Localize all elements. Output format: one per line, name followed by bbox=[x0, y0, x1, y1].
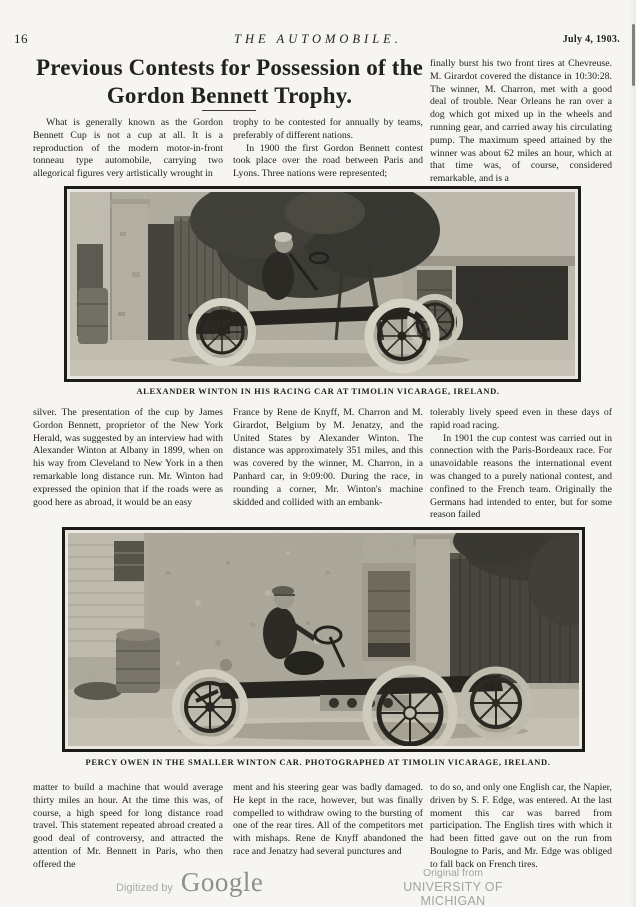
top-left-column bbox=[33, 117, 223, 181]
mid-left-column bbox=[33, 407, 223, 509]
paragraph: matter to build a machine that would average thirty miles an hour. At the time this was, of course, a high speed for long distance road travel. This statement repeated abroad created a good deal of controversy, and attracted the attention of Mr. Bennett in Paris, who then offered the bbox=[33, 782, 223, 870]
paragraph: ment and his steering gear was badly damaged. He kept in the race, however, but was finally compelled to withdraw owing to the bursting of one of the rear tires. All of the competitors met with mishaps. Rene de Knyff abandoned the race and Jenatzy had several punctures and bbox=[233, 782, 423, 857]
article-title bbox=[30, 54, 429, 110]
paragraph: What is generally known as the Gordon Bennett Cup is not a cup at all. It is a reproduction of the modern motor-in-front tonneau type automobile, carrying two allegorical figures very artistically wrought in bbox=[33, 117, 223, 180]
bottom-middle-column bbox=[233, 782, 423, 859]
institution-label: UNIVERSITY OF MICHIGAN bbox=[403, 880, 503, 907]
paragraph: finally burst his two front tires at Chevreuse. M. Girardot covered the distance in 10:30:28. The winner, M. Charron, met with a good deal of trouble. Near Orleans he ran over a dog which got mixed up in the wheels and running gear, and carried away his circulating pump. The maximum speed attained by the winner was about 62 miles an hour, which at that time was, of course, considered remarkable, and is a bbox=[430, 58, 612, 185]
title-divider bbox=[202, 110, 256, 111]
paragraph: to do so, and only one English car, the Napier, driven by S. F. Edge, was entered. At the last moment this car was barred from participation. The English tires with which it had been fitted gave out on the run from Boulogne to Paris, and Mr. Edge was obliged to fall back on French tires. bbox=[430, 782, 612, 870]
photo1-caption: ALEXANDER WINTON IN HIS RACING CAR AT TIMOLIN VICARAGE, IRELAND. bbox=[136, 386, 500, 396]
article-title-line-2: Gordon Bennett Trophy. bbox=[106, 83, 353, 108]
paragraph: silver. The presentation of the cup by James Gordon Bennett, proprietor of the New York Herald, was suggested by an interview had with Alexander Winton at Albany in 1899, when on his way from Cleveland to New York in a then remarkable long distance run. Mr. Winton had expressed the opinion that if the roads were as good here as abroad, it would be an easy bbox=[33, 407, 223, 508]
mid-right-column bbox=[430, 407, 612, 522]
photo-percy-owen-car-illustration bbox=[68, 533, 579, 746]
original-from-block bbox=[372, 867, 534, 907]
page-number: 16 bbox=[14, 31, 28, 46]
top-right-column bbox=[430, 58, 612, 186]
paragraph: In 1901 the cup contest was carried out in connection with the Paris-Bordeaux race. For unavoidable reasons the international event was changed to a purely national contest, and confined to the French team. Originally the Germans had intended to enter, but for some reason failed bbox=[430, 432, 612, 521]
original-from-label: Original from bbox=[422, 867, 484, 879]
paragraph: In 1900 the first Gordon Bennett contest took place over the road between Paris and Lyons. Three nations were represented; bbox=[233, 142, 423, 180]
bottom-right-column bbox=[430, 782, 612, 872]
digitized-by-block bbox=[116, 869, 263, 896]
issue-date: July 4, 1903. bbox=[562, 34, 620, 45]
mid-middle-column bbox=[233, 407, 423, 509]
journal-title: THE AUTOMOBILE. bbox=[234, 32, 402, 46]
photo-percy-owen-car bbox=[62, 527, 585, 752]
bottom-left-column bbox=[33, 782, 223, 872]
paragraph: trophy to be contested for annually by teams, preferably of different nations. bbox=[233, 117, 423, 141]
paragraph: France by Rene de Knyff, M. Charron and M. Girardot, Belgium by M. Jenatzy, and the United States by Alexander Winton. The distance was approximately 351 miles, and this was covered by the winner, M. Charron, in a Panhard car, in 9:09:00. During the race, in rounding a corner, Mr. Winton's machine skidded and collided with an embank- bbox=[233, 407, 423, 508]
top-middle-column bbox=[233, 117, 423, 181]
google-logo: Google bbox=[180, 867, 264, 897]
photo2-caption: PERCY OWEN IN THE SMALLER WINTON CAR. PHOTOGRAPHED AT TIMOLIN VICARAGE, IRELAND. bbox=[85, 757, 551, 767]
photo-winton-racing-car bbox=[64, 186, 581, 382]
photo-winton-racing-car-illustration bbox=[70, 192, 575, 376]
article-title-line-1: Previous Contests for Possession of the bbox=[35, 55, 424, 80]
paragraph: tolerably lively speed even in these days of rapid road racing. bbox=[430, 407, 612, 431]
digitized-by-label: Digitized by bbox=[116, 882, 173, 894]
